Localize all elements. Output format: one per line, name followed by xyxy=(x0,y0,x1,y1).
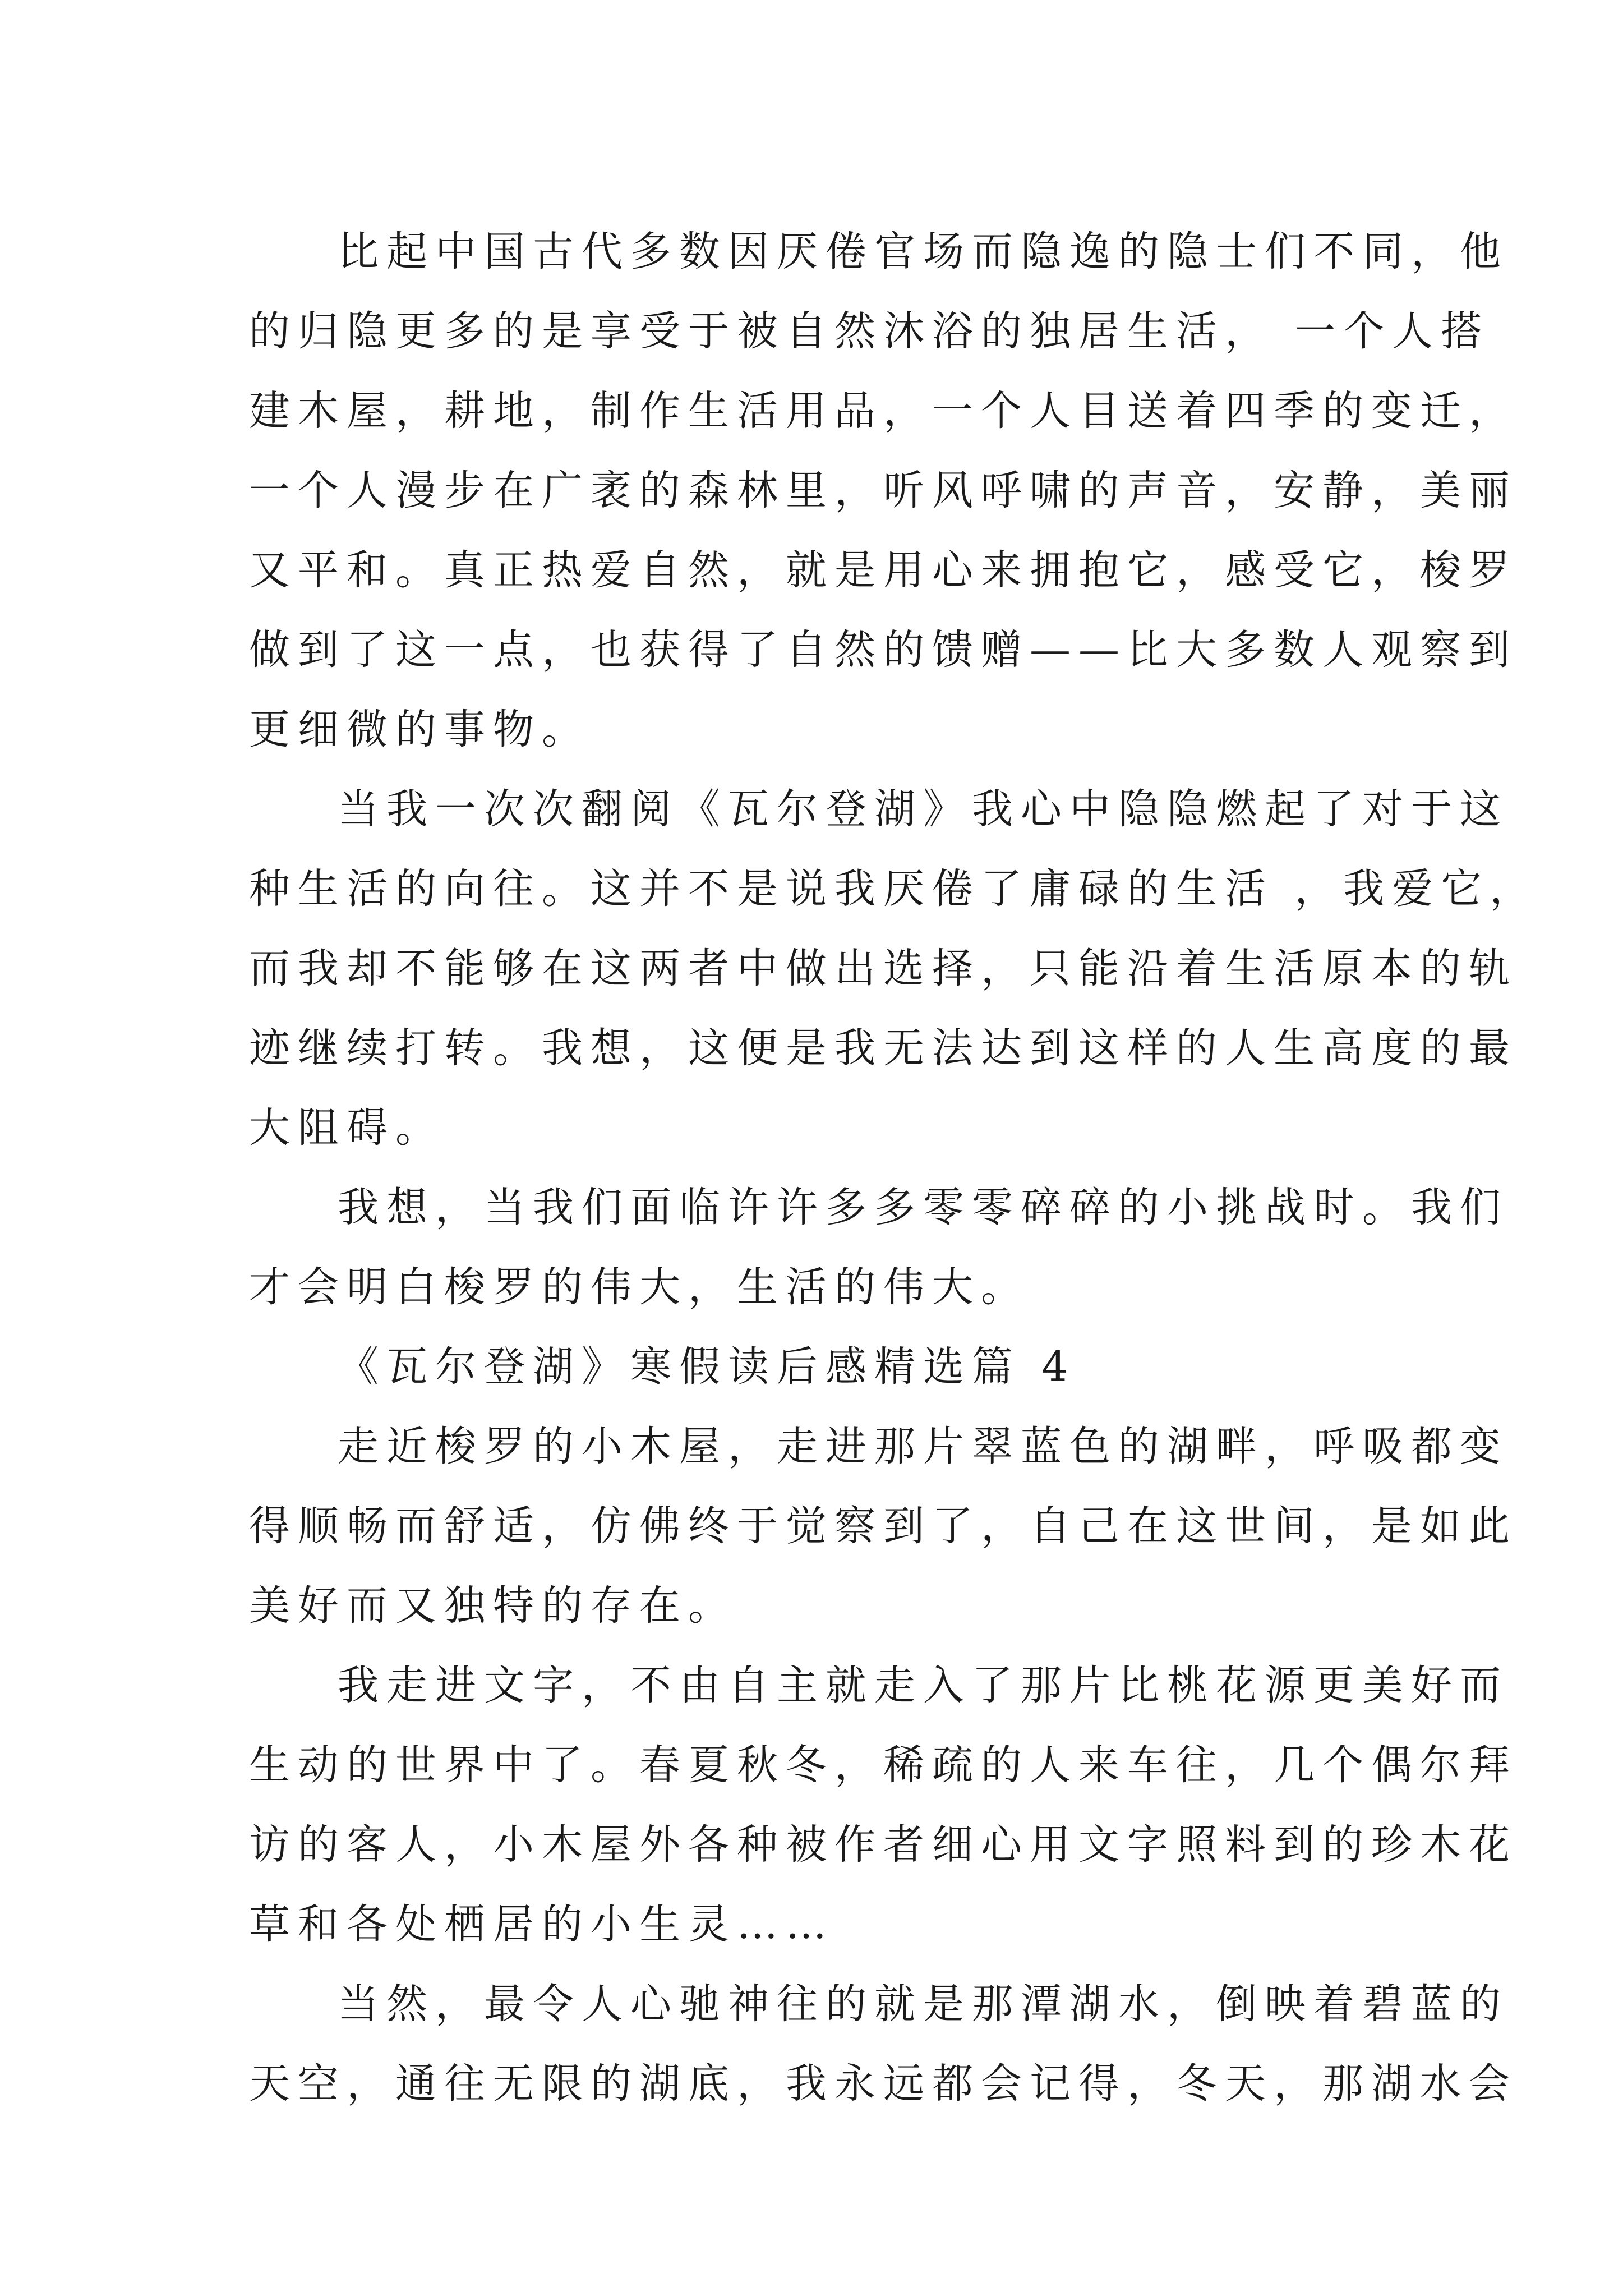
text-line: 我想，当我们面临许许多多零零碎碎的小挑战时。我们 xyxy=(338,1184,1509,1231)
text-line: 美好而又独特的存在。 xyxy=(249,1582,737,1630)
text-line: 的归隐更多的是享受于被自然沐浴的独居生活， 一个人搭 xyxy=(249,307,1490,355)
text-line: 当我一次次翻阅《瓦尔登湖》我心中隐隐燃起了对于这 xyxy=(338,785,1509,833)
text-line: 建木屋，耕地，制作生活用品，一个人目送着四季的变迁， xyxy=(249,387,1518,435)
text-line: 比起中国古代多数因厌倦官场而隐逸的隐士们不同，他 xyxy=(338,228,1509,275)
text-line: 又平和。真正热爱自然，就是用心来拥抱它，感受它，梭罗 xyxy=(249,546,1518,594)
text-line: 迹继续打转。我想，这便是我无法达到这样的人生高度的最 xyxy=(249,1024,1518,1072)
text-line: 得顺畅而舒适，仿佛终于觉察到了，自己在这世间，是如此 xyxy=(249,1502,1518,1550)
text-line: 才会明白梭罗的伟大，生活的伟大。 xyxy=(249,1263,1030,1311)
text-line: 走近梭罗的小木屋，走进那片翠蓝色的湖畔，呼吸都变 xyxy=(338,1423,1509,1470)
text-line: 而我却不能够在这两者中做出选择，只能沿着生活原本的轨 xyxy=(249,945,1518,992)
section-heading: 《瓦尔登湖》寒假读后感精选篇 4 xyxy=(338,1343,1076,1391)
text-line: 一个人漫步在广袤的森林里，听风呼啸的声音，安静，美丽 xyxy=(249,467,1518,514)
text-line: 做到了这一点，也获得了自然的馈赠——比大多数人观察到 xyxy=(249,626,1518,674)
text-line: 大阻碍。 xyxy=(249,1104,444,1152)
text-line: 更细微的事物。 xyxy=(249,706,591,753)
text-line: 天空，通往无限的湖底，我永远都会记得，冬天，那湖水会 xyxy=(249,2060,1518,2108)
text-line: 种生活的向往。这并不是说我厌倦了庸碌的生活 ，我爱它， xyxy=(249,865,1539,913)
text-line: 生动的世界中了。春夏秋冬，稀疏的人来车往，几个偶尔拜 xyxy=(249,1741,1518,1789)
document-body xyxy=(249,212,1539,2124)
text-line: 草和各处栖居的小生灵…… xyxy=(249,1901,834,1948)
text-line: 当然，最令人心驰神往的就是那潭湖水，倒映着碧蓝的 xyxy=(338,1980,1509,2028)
text-line: 我走进文字，不由自主就走入了那片比桃花源更美好而 xyxy=(338,1662,1509,1709)
text-line: 访的客人，小木屋外各种被作者细心用文字照料到的珍木花 xyxy=(249,1821,1518,1869)
